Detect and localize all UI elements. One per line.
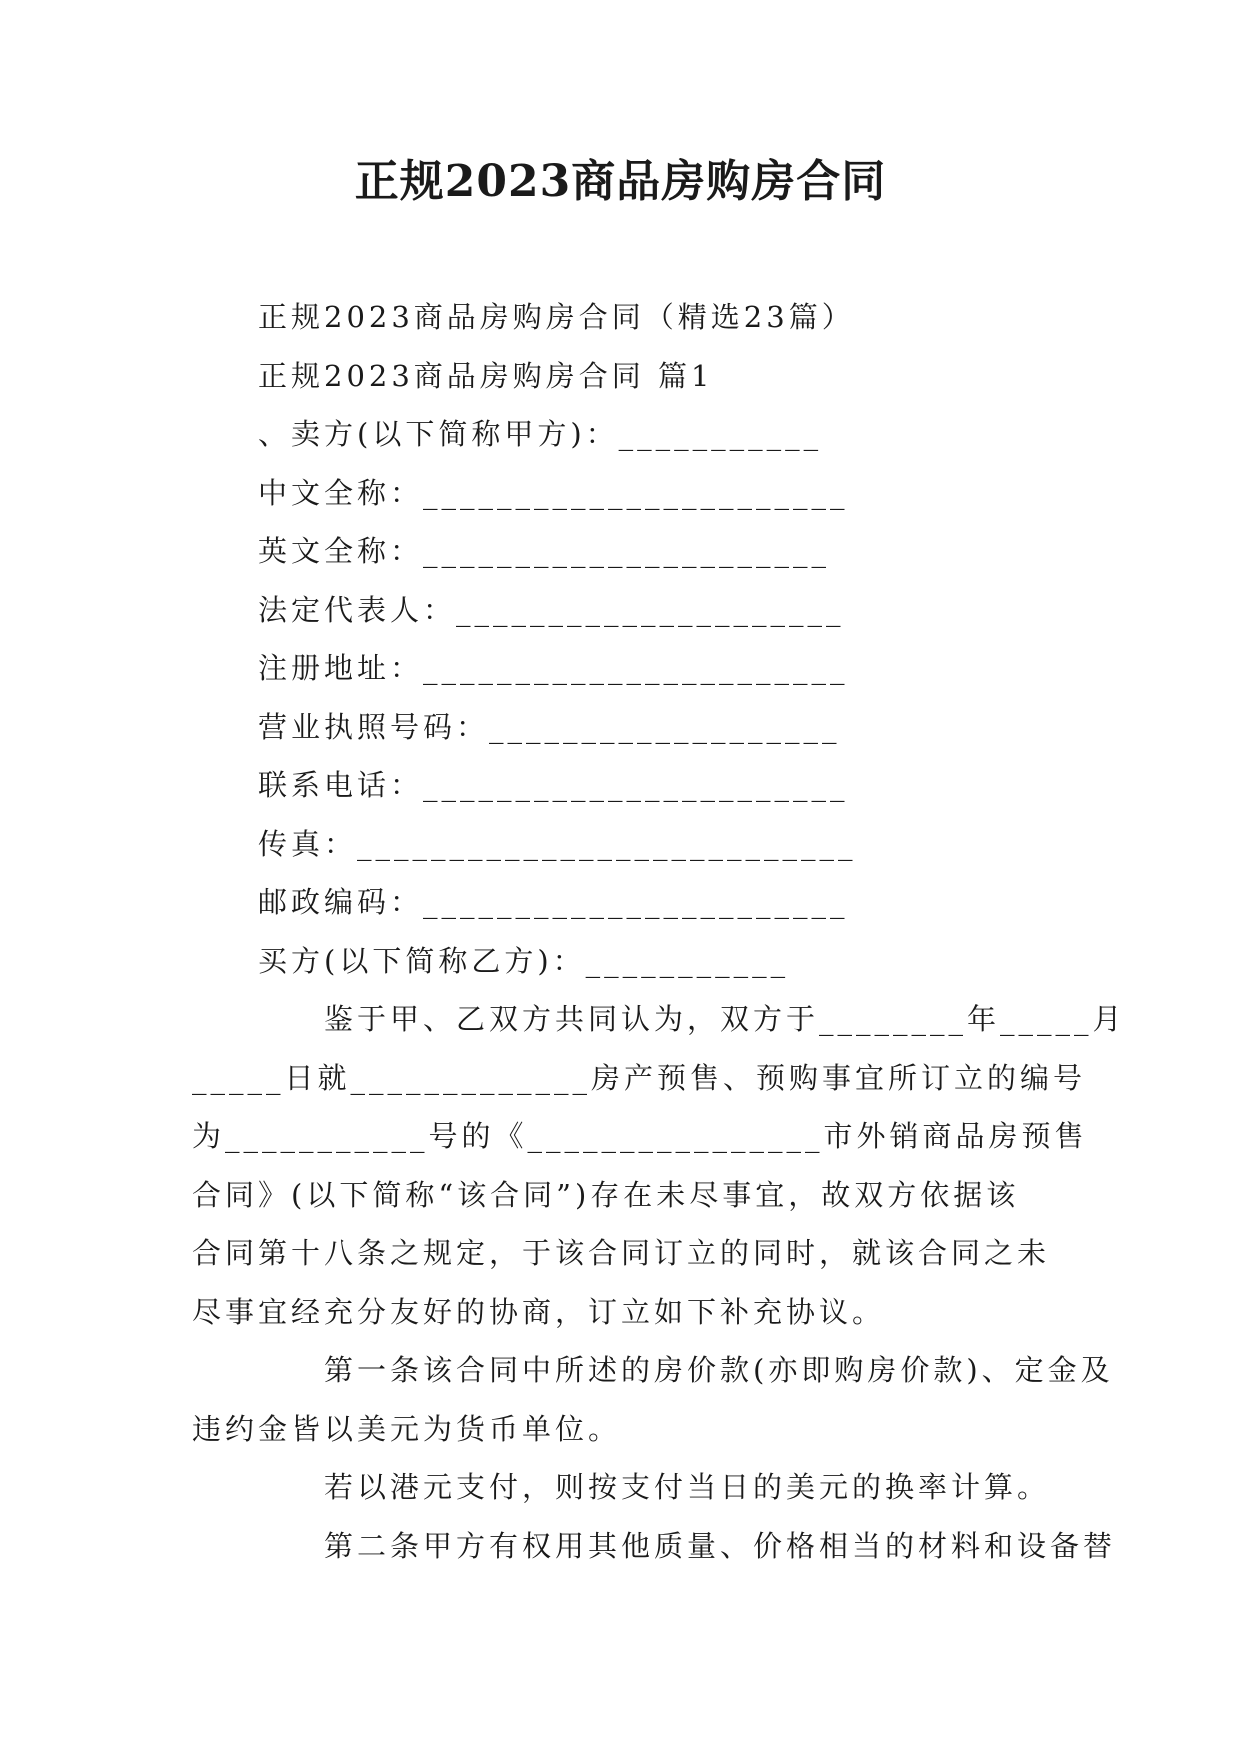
section-heading: 正规2023商品房购房合同 篇1 xyxy=(258,358,714,393)
english-name-field: 英文全称：______________________ xyxy=(258,534,831,568)
paragraph-line: 为___________号的《________________市外销商品房预售 xyxy=(192,1119,1088,1153)
legal-representative-field: 法定代表人：_____________________ xyxy=(258,592,845,627)
document-body xyxy=(192,288,1126,1575)
article-2-paragraph xyxy=(192,1517,1117,1576)
registered-address-field: 注册地址：_______________________ xyxy=(258,651,849,685)
postal-code-field: 邮政编码：_______________________ xyxy=(258,885,849,919)
recital-paragraph xyxy=(192,990,1126,1341)
paragraph-line: 第一条该合同中所述的房价款(亦即购房价款)、定金及 xyxy=(324,1353,1114,1387)
seller-field: 、卖方(以下简称甲方)：___________ xyxy=(258,417,823,451)
paragraph-line: 第二条甲方有权用其他质量、价格相当的材料和设备替 xyxy=(324,1528,1117,1563)
paragraph-line: 若以港元支付，则按支付当日的美元的换率计算。 xyxy=(324,1470,1051,1504)
paragraph-line: 尽事宜经充分友好的协商，订立如下补充协议。 xyxy=(192,1294,886,1329)
paragraph-line: 违约金皆以美元为货币单位。 xyxy=(192,1411,622,1446)
phone-field: 联系电话：_______________________ xyxy=(258,768,849,802)
currency-paragraph xyxy=(192,1458,1058,1517)
buyer-field: 买方(以下简称乙方)：___________ xyxy=(258,943,790,978)
article-1-paragraph xyxy=(192,1341,1114,1458)
paragraph-line: 鉴于甲、乙双方共同认为，双方于________年_____月 xyxy=(324,1002,1126,1036)
paragraph-line: _____日就_____________房产预售、预购事宜所订立的编号 xyxy=(192,1060,1087,1095)
fax-field: 传真：___________________________ xyxy=(258,826,857,861)
document-title: 正规2023商品房购房合同 xyxy=(354,156,887,207)
business-license-field: 营业执照号码：___________________ xyxy=(258,709,841,744)
subtitle-line: 正规2023商品房购房合同（精选23篇） xyxy=(258,300,855,334)
paragraph-line: 合同第十八条之规定，于该合同订立的同时，就该合同之未 xyxy=(192,1236,1051,1270)
paragraph-line: 合同》(以下简称“该合同”)存在未尽事宜，故双方依据该 xyxy=(192,1177,1020,1212)
chinese-name-field: 中文全称：_______________________ xyxy=(258,475,849,510)
